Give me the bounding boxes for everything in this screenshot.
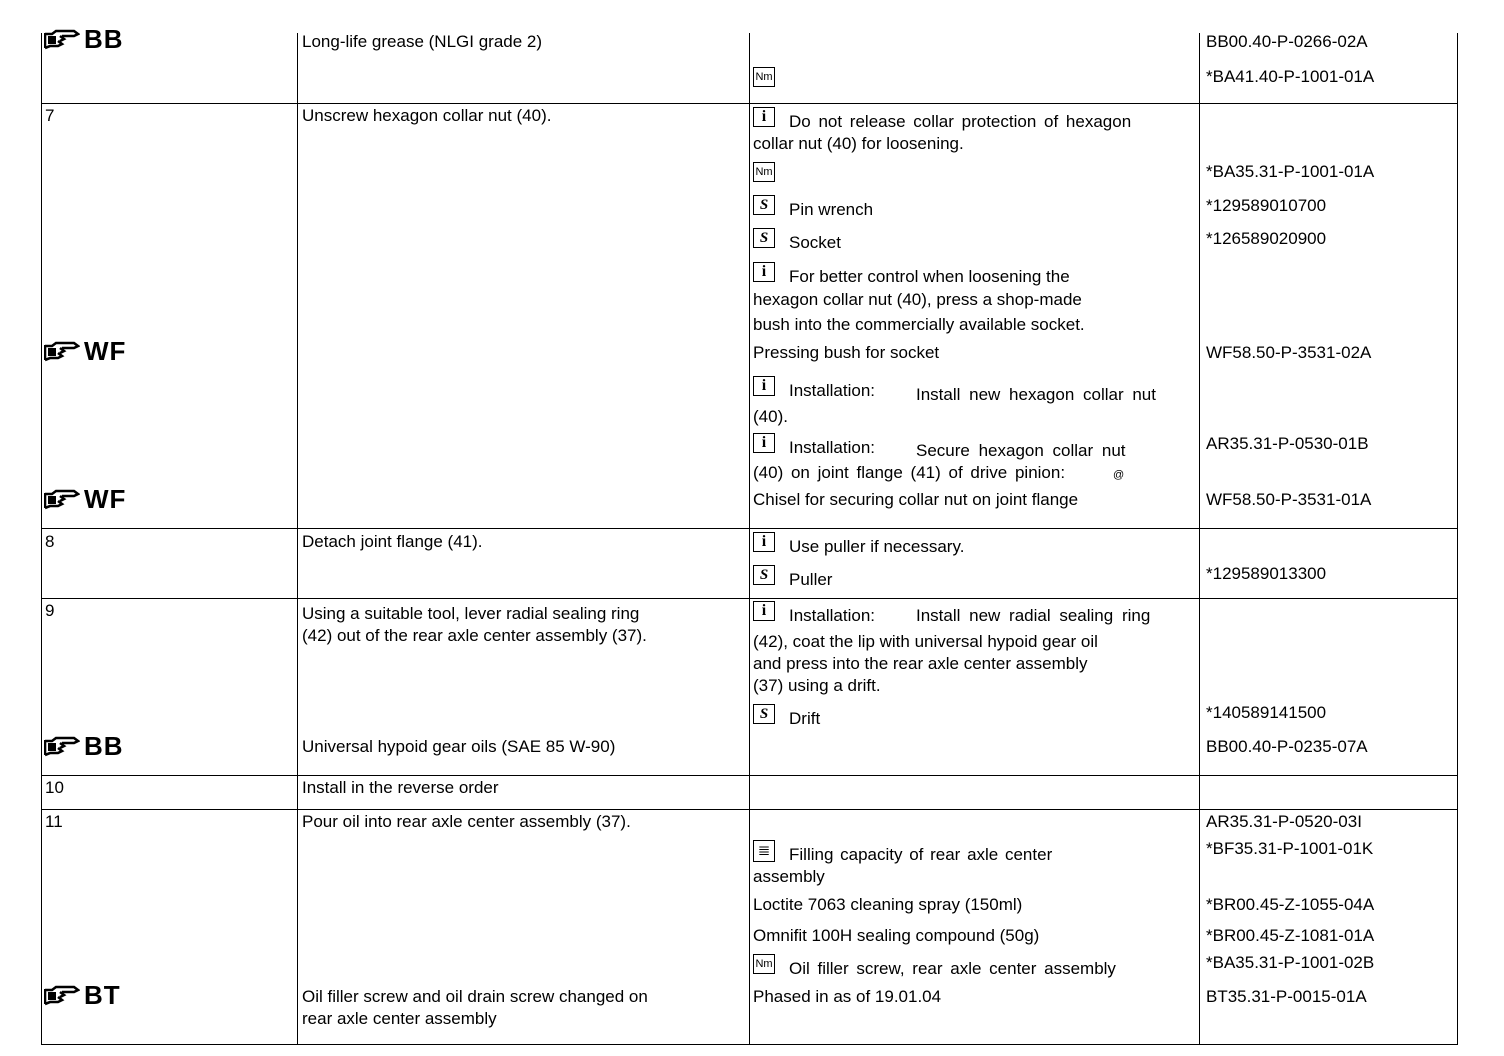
step-description: Using a suitable tool, lever radial sealing ring (302, 604, 640, 623)
step-description: Oil filler screw and oil drain screw changed on (302, 987, 648, 1006)
column-divider (297, 33, 298, 1045)
special-tool-icon: S (753, 195, 775, 215)
note-text: Use puller if necessary. (789, 537, 965, 556)
special-tool-icon: S (753, 228, 775, 248)
note-text: collar nut (40) for loosening. (753, 134, 964, 153)
installation-label: Installation: (789, 438, 875, 457)
step-number: 11 (45, 812, 63, 831)
step-description: Unscrew hexagon collar nut (40). (302, 106, 552, 125)
installation-label: Installation: (789, 381, 875, 400)
note-text: and press into the rear axle center assembly (753, 654, 1088, 673)
row-divider (41, 528, 1458, 529)
reference-code: BT35.31-P-0015-01A (1206, 987, 1367, 1006)
info-icon: i (753, 107, 775, 127)
reference-code: *140589141500 (1206, 703, 1327, 722)
material-name: Omnifit 100H sealing compound (50g) (753, 926, 1040, 945)
reference-code: *BR00.45-Z-1081-01A (1206, 926, 1375, 945)
torque-nm-icon: Nm (753, 67, 775, 87)
indicator-wf: WF (44, 484, 126, 512)
step-description: (42) out of the rear axle center assembly (37). (302, 626, 647, 645)
pointing-hand-icon (44, 488, 80, 512)
step-description: rear axle center assembly (302, 1009, 497, 1028)
special-tool-icon: S (753, 565, 775, 585)
reference-code: WF58.50-P-3531-02A (1206, 343, 1372, 362)
reference-code: *129589010700 (1206, 196, 1327, 215)
reference-code: BB00.40-P-0266-02A (1206, 32, 1368, 51)
pointing-hand-icon (44, 340, 80, 364)
info-icon: i (753, 601, 775, 621)
reference-code: *BA41.40-P-1001-01A (1206, 67, 1375, 86)
note-text: (42), coat the lip with universal hypoid gear oil (753, 632, 1098, 651)
grease-description: Long-life grease (NLGI grade 2) (302, 32, 543, 51)
reference-symbol: @ (1113, 469, 1125, 481)
note-text: bush into the commercially available socket. (753, 315, 1085, 334)
note-text: Install new radial sealing ring (916, 606, 1151, 625)
reference-code: BB00.40-P-0235-07A (1206, 737, 1368, 756)
oil-description: Universal hypoid gear oils (SAE 85 W-90) (302, 737, 616, 756)
note-text: (37) using a drift. (753, 676, 881, 695)
note-text: Phased in as of 19.01.04 (753, 987, 942, 1006)
indicator-bt: BT (44, 980, 121, 1008)
indicator-wf: WF (44, 336, 126, 364)
tool-name: Socket (789, 233, 841, 252)
info-icon: i (753, 433, 775, 453)
torque-nm-icon: Nm (753, 162, 775, 182)
note-text: Secure hexagon collar nut (916, 441, 1126, 460)
column-divider (1199, 33, 1200, 1045)
note-text: hexagon collar nut (40), press a shop-made (753, 290, 1082, 309)
column-divider (749, 33, 750, 1045)
note-text: Oil filler screw, rear axle center assembly (789, 959, 1116, 978)
step-description: Pour oil into rear axle center assembly (37). (302, 812, 631, 831)
tool-name: Drift (789, 709, 821, 728)
installation-label: Installation: (789, 606, 875, 625)
reference-code: *BR00.45-Z-1055-04A (1206, 895, 1375, 914)
step-number: 10 (45, 778, 64, 797)
pointing-hand-icon (44, 28, 80, 52)
tool-name: Pressing bush for socket (753, 343, 940, 362)
reference-code: *126589020900 (1206, 229, 1327, 248)
tool-name: Puller (789, 570, 833, 589)
tool-name: Pin wrench (789, 200, 874, 219)
indicator-bb: BB (44, 24, 124, 52)
row-divider (41, 775, 1458, 776)
reference-code: *BA35.31-P-1001-02B (1206, 953, 1375, 972)
pointing-hand-icon (44, 735, 80, 759)
note-text: Install new hexagon collar nut (916, 385, 1156, 404)
note-text: (40). (753, 407, 788, 426)
reference-code: AR35.31-P-0520-03I (1206, 812, 1362, 831)
step-number: 7 (45, 106, 55, 125)
special-tool-icon: S (753, 704, 775, 724)
note-text: (40) on joint flange (41) of drive pinion: (753, 463, 1066, 482)
row-divider (41, 598, 1458, 599)
note-text: Filling capacity of rear axle center (789, 845, 1053, 864)
torque-nm-icon: Nm (753, 954, 775, 974)
reference-code: *BA35.31-P-1001-01A (1206, 162, 1375, 181)
step-number: 8 (45, 532, 55, 551)
info-icon: i (753, 376, 775, 396)
step-description: Install in the reverse order (302, 778, 499, 797)
row-divider (41, 809, 1458, 810)
row-divider (41, 103, 1458, 104)
reference-code: AR35.31-P-0530-01B (1206, 434, 1369, 453)
info-icon: i (753, 262, 775, 282)
tool-name: Chisel for securing collar nut on joint flange (753, 490, 1079, 509)
indicator-bb: BB (44, 731, 124, 759)
reference-code: WF58.50-P-3531-01A (1206, 490, 1372, 509)
info-icon: i (753, 532, 775, 552)
reference-code: *BF35.31-P-1001-01K (1206, 839, 1374, 858)
note-text: Do not release collar protection of hexagon (789, 112, 1132, 131)
pointing-hand-icon (44, 984, 80, 1008)
note-text: For better control when loosening the (789, 267, 1070, 286)
material-name: Loctite 7063 cleaning spray (150ml) (753, 895, 1023, 914)
step-number: 9 (45, 601, 55, 620)
note-text: assembly (753, 867, 825, 886)
reference-code: *129589013300 (1206, 564, 1327, 583)
filling-capacity-icon: ≣ (753, 840, 775, 862)
step-description: Detach joint flange (41). (302, 532, 483, 551)
